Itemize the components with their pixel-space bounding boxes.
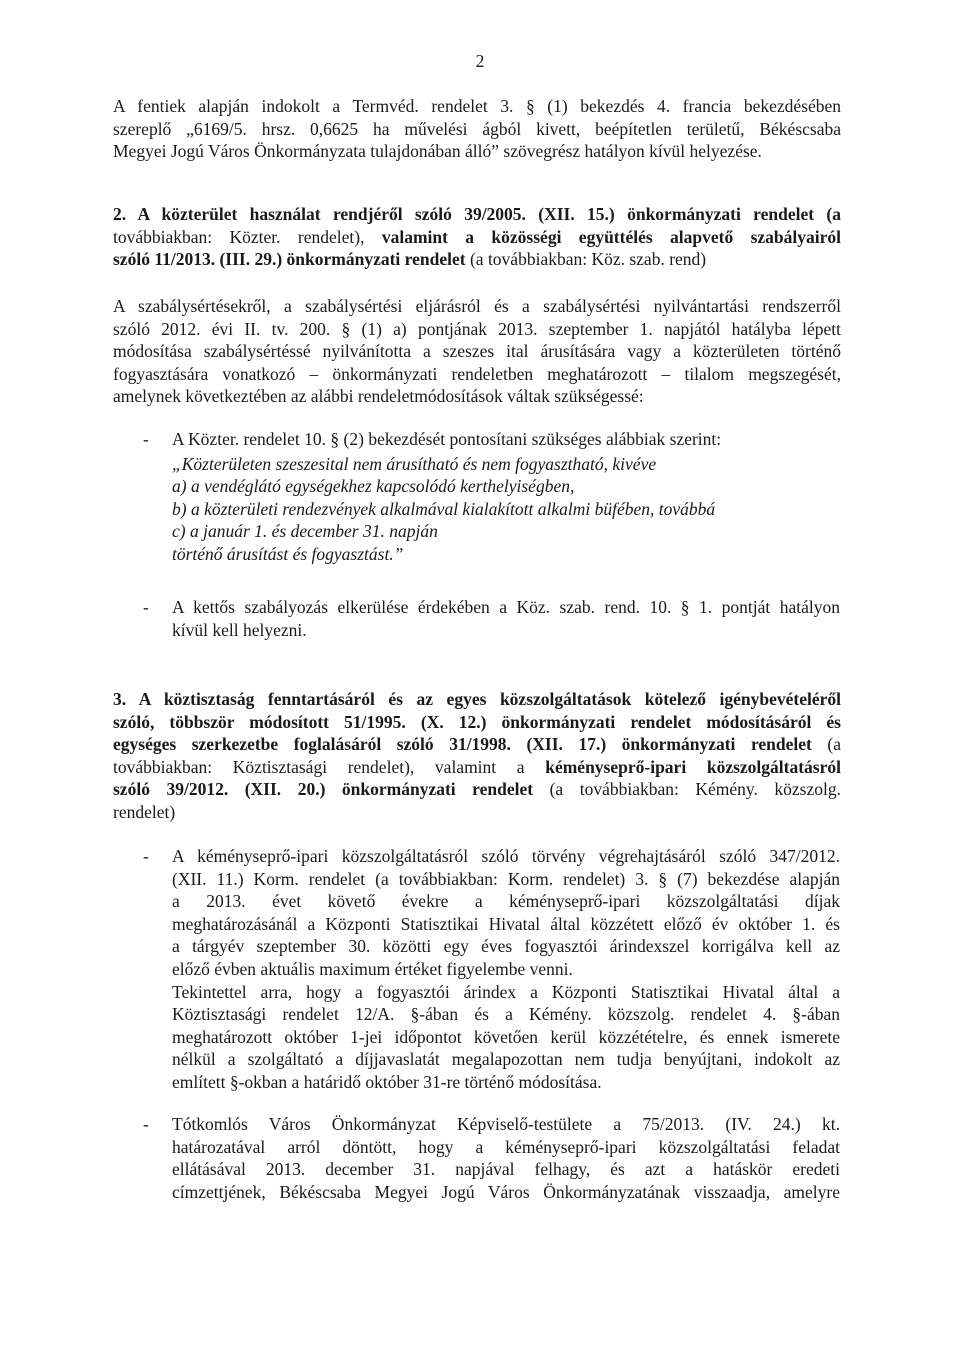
text-line: (XII. 11.) Korm. rendelet (a továbbiakban: Korm. rendelet) 3. § (7) bekezdése alapján xyxy=(172,868,840,889)
text-line: szóló 2012. évi II. tv. 200. § (1) a) pontjának 2013. szeptember 1. napjától hatályba lépett xyxy=(113,318,841,339)
heading-normal: rendelet) xyxy=(113,801,176,822)
quote-line: történő árusítást és fogyasztást.” xyxy=(172,543,404,564)
heading-line xyxy=(113,688,841,711)
text-line: előző évben aktuális maximum értéket figyelembe venni. xyxy=(172,958,573,979)
text-line: Köztisztasági rendelet 12/A. §-ában és a Kémény. közszolg. rendelet 4. §-ában xyxy=(172,1004,840,1025)
heading-line xyxy=(113,226,841,249)
quote-line: b) a közterületi rendezvények alkalmával kialakított alkalmi büfében, továbbá xyxy=(172,498,716,519)
heading-line xyxy=(113,733,841,756)
heading-bold: kéményseprő-ipari közszolgáltatásról xyxy=(545,756,841,777)
list-item-text xyxy=(172,428,840,566)
heading-normal: (a xyxy=(827,734,841,755)
heading-normal: (a továbbiakban: Köz. szab. rend) xyxy=(469,249,707,270)
heading-bold: valamint a közösségi együttélés alapvető szabályairól xyxy=(381,226,842,247)
list-item-text xyxy=(172,1113,840,1203)
text-line: határozatával arról döntött, hogy a kéményseprő-ipari közszolgáltatási feladat xyxy=(172,1136,840,1157)
section-2-paragraph xyxy=(113,295,841,408)
text-line: amelynek következtében az alábbi rendeletmódosítások váltak szükségessé: xyxy=(113,386,644,407)
section-2-heading xyxy=(113,203,841,271)
heading-bold: egységes szerkezetbe foglalásáról szóló 31/1998. (XII. 17.) önkormányzati rendelet xyxy=(113,734,828,755)
heading-bold: 2. A közterület használat rendjéről szóló 39/2005. (XII. 15.) önkormányzati rendelet (a xyxy=(113,204,841,224)
text-line: Tekintettel arra, hogy a fogyasztói árindex a Központi Statisztikai Hivatal által a xyxy=(172,981,840,1002)
heading-normal: továbbiakban: Közter. rendelet), xyxy=(113,226,382,247)
list-dash: - xyxy=(143,1114,149,1134)
text-line: nélkül a szolgáltató a díjjavaslatát megalapozottan nem tudja benyújtani, indokolt az xyxy=(172,1049,840,1070)
heading-bold: szóló 39/2012. (XII. 20.) önkormányzati rendelet xyxy=(113,779,550,800)
text-line: Tótkomlós Város Önkormányzat Képviselő-testülete a 75/2013. (IV. 24.) kt. xyxy=(172,1114,840,1134)
list-dash: - xyxy=(143,429,149,449)
section-3-heading xyxy=(113,688,841,824)
text-line: a 2013. évet követő évekre a kéményseprő-ipari közszolgáltatási díjak xyxy=(172,891,840,912)
heading-normal: (a továbbiakban: Kémény. közszolg. xyxy=(549,779,841,800)
heading-line xyxy=(113,248,841,271)
page-number: 2 xyxy=(475,51,485,71)
quote-line: a) a vendéglátó egységekhez kapcsolódó kerthelyiségben, xyxy=(172,476,575,497)
text-line: fogyasztására vonatkozó – önkormányzati rendeletben meghatározott – tilalom megszegését, xyxy=(113,363,841,384)
heading-line xyxy=(113,756,841,779)
text-line: a tárgyév szeptember 30. közötti egy éves fogyasztói árindexszel korrigálva kell az xyxy=(172,936,840,957)
text-line: említett §-okban a határidő október 31-re történő módosítása. xyxy=(172,1071,602,1092)
text-line: kívül kell helyezni. xyxy=(172,619,307,640)
text-line: A kéményseprő-ipari közszolgáltatásról szóló törvény végrehajtásáról szóló 347/2012. xyxy=(172,846,840,866)
quote-line: „Közterületen szeszesital nem árusítható és nem fogyasztható, kivéve xyxy=(172,453,657,474)
heading-line xyxy=(113,801,841,824)
text-line: Megyei Jogú Város Önkormányzata tulajdonában álló” szövegrész hatályon kívül helyezése. xyxy=(113,141,762,162)
list-item-text xyxy=(172,596,840,641)
heading-line xyxy=(113,711,841,734)
list-item-text xyxy=(172,845,840,1094)
text-line: módosítása szabálysértéssé nyilvánította a szeszes ital árusítására vagy a közterületen történő xyxy=(113,341,841,362)
text-line: szereplő „6169/5. hrsz. 0,6625 ha művelési ágból kivett, beépítetlen területű, Békéscsaba xyxy=(113,118,841,139)
heading-line xyxy=(113,203,841,226)
text-line: A szabálysértésekről, a szabálysértési eljárásról és a szabálysértési nyilvántartási rendszerről xyxy=(113,296,841,316)
list-dash: - xyxy=(143,597,149,617)
text-line: meghatározásánál a Központi Statisztikai Hivatal által közzétett előző év október 1. és xyxy=(172,913,840,934)
text-line: címzettjének, Békéscsaba Megyei Jogú Város Önkormányzatának visszaadja, amelyre xyxy=(172,1181,840,1202)
heading-bold: 3. A köztisztaság fenntartásáról és az egyes közszolgáltatások kötelező igénybevételéről xyxy=(113,689,841,709)
heading-bold: szóló, többször módosított 51/1995. (X. 12.) önkormányzati rendelet módosításáról és xyxy=(113,711,841,732)
quote-line: c) a január 1. és december 31. napján xyxy=(172,521,438,542)
list-dash: - xyxy=(143,846,149,866)
intro-paragraph xyxy=(113,95,841,163)
heading-bold: szóló 11/2013. (III. 29.) önkormányzati rendelet xyxy=(113,249,470,270)
text-line: ellátásával 2013. december 31. napjával felhagy, és azt a hatáskör eredeti xyxy=(172,1159,840,1180)
heading-normal: továbbiakban: Köztisztasági rendelet), valamint a xyxy=(113,756,546,777)
text-line: A Közter. rendelet 10. § (2) bekezdését pontosítani szükséges alábbiak szerint: xyxy=(172,429,722,449)
text-line: A kettős szabályozás elkerülése érdekében a Köz. szab. rend. 10. § 1. pontját hatályon xyxy=(172,597,840,617)
text-line: A fentiek alapján indokolt a Termvéd. rendelet 3. § (1) bekezdés 4. francia bekezdésében xyxy=(113,96,841,116)
heading-line xyxy=(113,778,841,801)
text-line: meghatározott október 1-jei időpontot követően kerül közzétételre, és ennek ismerete xyxy=(172,1026,840,1047)
